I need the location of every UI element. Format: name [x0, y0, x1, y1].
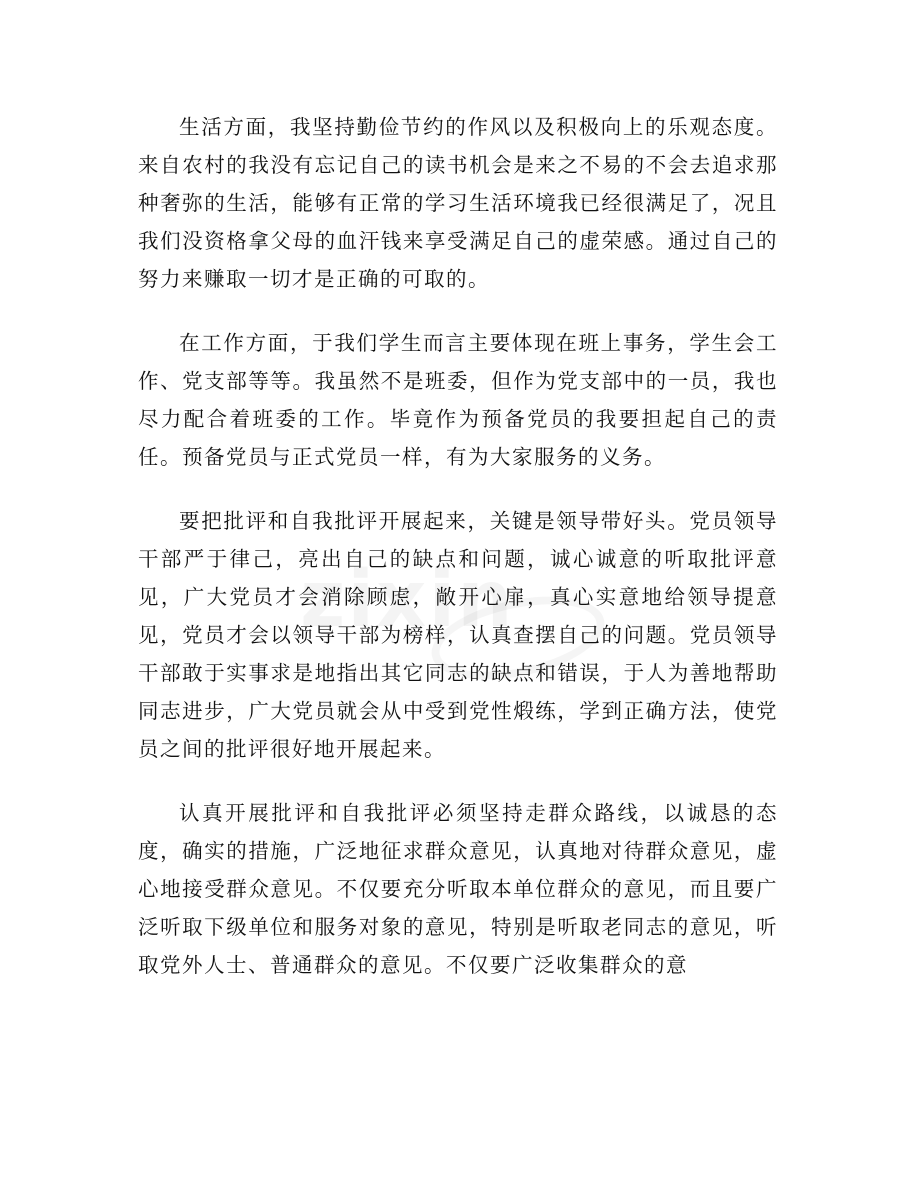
document-body: [138, 108, 778, 1010]
paragraph-criticism-leaders: 要把批评和自我批评开展起来，关键是领导带好头。党员领导干部严于律己，亮出自己的缺点和问题，诚心诚意的听取批评意见，广大党员才会消除顾虑，敞开心扉，真心实意地给领导提意见，党员才会以领导干部为榜样，认真查摆自己的问题。党员领导干部敢于实事求是地指出其它同志的缺点和错误，于人为善地帮助同志进步，广大党员就会从中受到党性煅练，学到正确方法，使党员之间的批评很好地开展起来。: [138, 509, 778, 761]
paragraph-work: 在工作方面，于我们学生而言主要体现在班上事务，学生会工作、党支部等等。我虽然不是班委，但作为党支部中的一员，我也尽力配合着班委的工作。毕竟作为预备党员的我要担起自己的责任。预备党员与正式党员一样，有为大家服务的义务。: [138, 331, 778, 469]
paragraph-mass-line: 认真开展批评和自我批评必须坚持走群众路线，以诚恳的态度，确实的措施，广泛地征求群众意见，认真地对待群众意见，虚心地接受群众意见。不仅要充分听取本单位群众的意见，而且要广泛听取下级单位和服务对象的意见，特别是听取老同志的意见，听取党外人士、普通群众的意见。不仅要广泛收集群众的意: [138, 801, 778, 977]
paragraph-life: 生活方面，我坚持勤俭节约的作风以及积极向上的乐观态度。来自农村的我没有忘记自己的读书机会是来之不易的不会去追求那种奢弥的生活，能够有正常的学习生活环境我已经很满足了，况且我们没资格拿父母的血汗钱来享受满足自己的虚荣感。通过自己的努力来赚取一切才是正确的可取的。: [138, 115, 778, 291]
